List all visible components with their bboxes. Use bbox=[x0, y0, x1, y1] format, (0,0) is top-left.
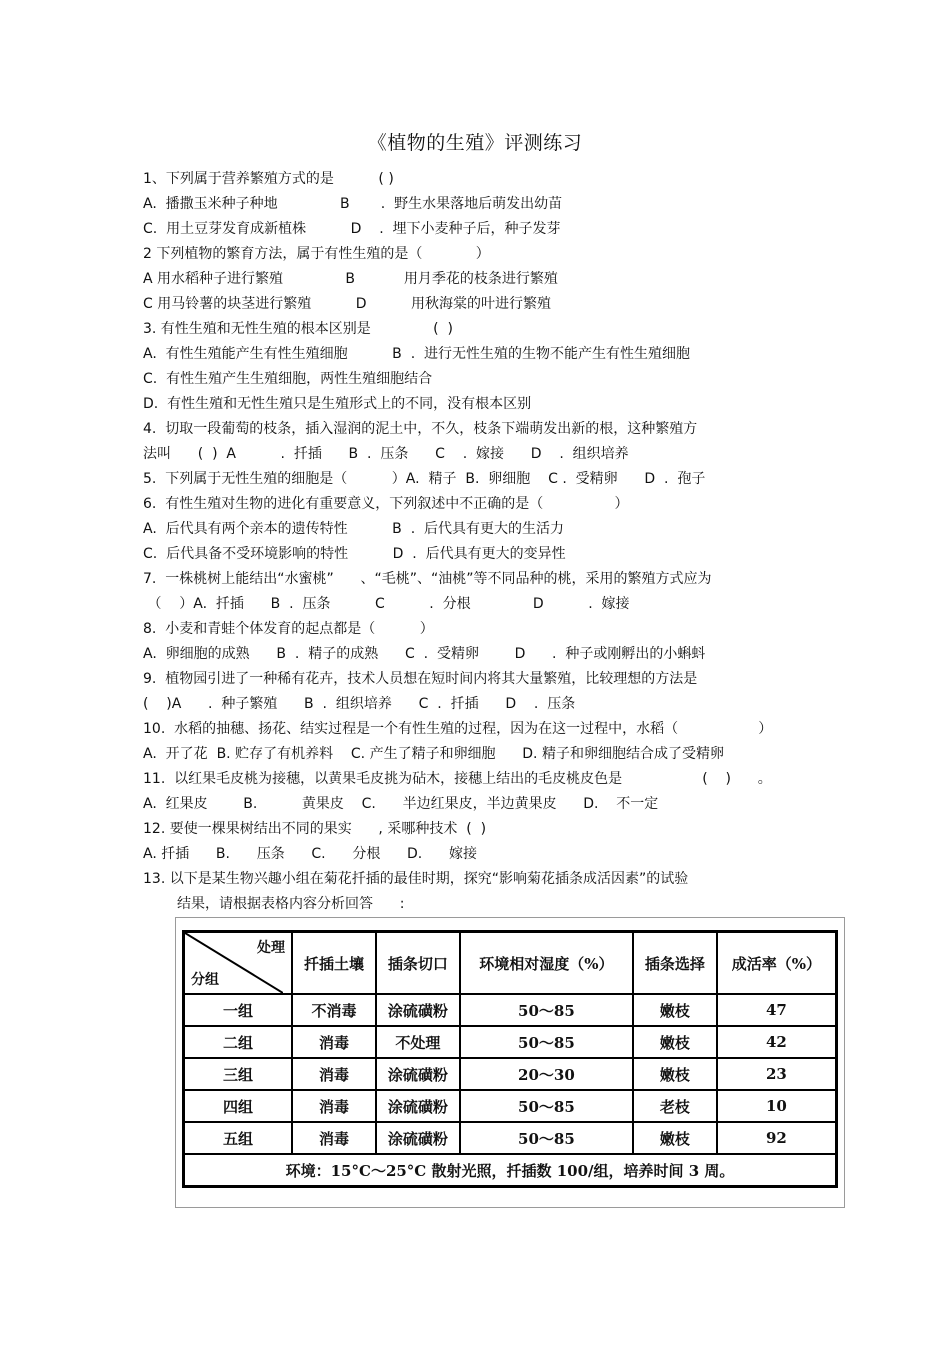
question-line: 结果，请根据表格内容分析回答 : bbox=[177, 896, 405, 912]
table-cell: 50～85 bbox=[460, 994, 633, 1026]
question-line: C 用马铃薯的块茎进行繁殖 D 用秋海棠的叶进行繁殖 bbox=[143, 296, 552, 312]
question-line: 10. 水稻的抽穗、扬花、结实过程是一个有性生殖的过程，因为在这一过程中，水稻（ ） bbox=[143, 721, 773, 737]
table-cell: 50～85 bbox=[460, 1090, 633, 1122]
table-cell: 四组 bbox=[184, 1090, 293, 1122]
table-header-row bbox=[184, 932, 837, 995]
corner-label-group: 分组 bbox=[191, 972, 219, 988]
question-line: A 用水稻种子进行繁殖 B 用月季花的枝条进行繁殖 bbox=[143, 271, 558, 287]
table-cell: 三组 bbox=[184, 1058, 293, 1090]
question-line: C. 后代具备不受环境影响的特性 D . 后代具有更大的变异性 bbox=[143, 546, 566, 562]
table-cell: 消毒 bbox=[292, 1090, 376, 1122]
table-cell: 47 bbox=[717, 994, 837, 1026]
table-header-cell: 成活率（%） bbox=[717, 932, 837, 995]
question-line: A. 后代具有两个亲本的遗传特性 B . 后代具有更大的生活力 bbox=[143, 521, 565, 537]
question-line: 1、下列属于营养繁殖方式的是 ( ) bbox=[143, 171, 394, 187]
table-cell: 消毒 bbox=[292, 1122, 376, 1154]
table-note: 环境：15°C～25°C 散射光照，扦插数 100/组，培养时间 3 周。 bbox=[184, 1154, 837, 1187]
table-cell: 50～85 bbox=[460, 1026, 633, 1058]
table-cell: 92 bbox=[717, 1122, 837, 1154]
table-header-cell: 插条选择 bbox=[633, 932, 717, 995]
table-cell: 嫩枝 bbox=[633, 1026, 717, 1058]
table-cell: 不消毒 bbox=[292, 994, 376, 1026]
question-line: 8. 小麦和青蛙个体发育的起点都是（ ） bbox=[143, 621, 434, 637]
table-cell: 二组 bbox=[184, 1026, 293, 1058]
experiment-table bbox=[182, 930, 838, 1188]
question-line: A. 扦插 B. 压条 C. 分根 D. 嫁接 bbox=[143, 846, 477, 862]
question-line: A. 卵细胞的成熟 B . 精子的成熟 C . 受精卵 D . 种子或刚孵出的小蝌蚪 bbox=[143, 646, 706, 662]
table-row bbox=[184, 1058, 837, 1090]
table-row bbox=[184, 994, 837, 1026]
question-line: C. 有性生殖产生生殖细胞，两性生殖细胞结合 bbox=[143, 371, 433, 387]
table-cell: 涂硫磺粉 bbox=[376, 994, 460, 1026]
question-line: （ ）A. 扦插 B . 压条 C . 分根 D . 嫁接 bbox=[143, 596, 630, 612]
table-cell: 42 bbox=[717, 1026, 837, 1058]
question-line: ( )A . 种子繁殖 B . 组织培养 C . 扦插 D . 压条 bbox=[143, 696, 576, 712]
question-line: 6. 有性生殖对生物的进化有重要意义，下列叙述中不正确的是（ ） bbox=[143, 496, 629, 512]
question-line: 法叫 ( ) A . 扦插 B . 压条 C . 嫁接 D . 组织培养 bbox=[143, 446, 629, 462]
question-line: 11. 以红果毛皮桃为接穗，以黄果毛皮挑为砧木，接穗上结出的毛皮桃皮色是 ( ) 。 bbox=[143, 771, 772, 787]
question-line: 3. 有性生殖和无性生殖的根本区别是 ( ) bbox=[143, 321, 453, 337]
corner-label-treatment: 处理 bbox=[257, 940, 285, 956]
question-list bbox=[143, 167, 843, 917]
page-title: 《植物的生殖》评测练习 bbox=[367, 132, 583, 154]
question-line: 4. 切取一段葡萄的枝条，插入湿润的泥土中，不久，枝条下端萌发出新的根，这种繁殖方 bbox=[143, 421, 698, 437]
table-row bbox=[184, 1122, 837, 1154]
question-line: 13. 以下是某生物兴趣小组在菊花扦插的最佳时期，探究“影响菊花插条成活因素”的试验 bbox=[143, 871, 689, 887]
table-cell: 消毒 bbox=[292, 1026, 376, 1058]
question-line: A. 开了花 B. 贮存了有机养料 C. 产生了精子和卵细胞 D. 精子和卵细胞结合成了受精卵 bbox=[143, 746, 724, 762]
question-line: 12. 要使一棵果树结出不同的果实 , 采哪种技术 ( ) bbox=[143, 821, 487, 837]
table-cell: 老枝 bbox=[633, 1090, 717, 1122]
table-cell: 一组 bbox=[184, 994, 293, 1026]
table-header-cell: 插条切口 bbox=[376, 932, 460, 995]
question-line: A. 有性生殖能产生有性生殖细胞 B . 进行无性生殖的生物不能产生有性生殖细胞 bbox=[143, 346, 691, 362]
table-cell: 23 bbox=[717, 1058, 837, 1090]
table-header-cell: 扦插土壤 bbox=[292, 932, 376, 995]
table-row bbox=[184, 1090, 837, 1122]
table-cell: 10 bbox=[717, 1090, 837, 1122]
question-line: A. 播撒玉米种子种地 B . 野生水果落地后萌发出幼苗 bbox=[143, 196, 563, 212]
table-cell: 涂硫磺粉 bbox=[376, 1090, 460, 1122]
table-cell: 嫩枝 bbox=[633, 1058, 717, 1090]
table-cell: 涂硫磺粉 bbox=[376, 1058, 460, 1090]
question-line: 2 下列植物的繁育方法，属于有性生殖的是（ ） bbox=[143, 246, 490, 262]
table-row bbox=[184, 1026, 837, 1058]
question-line: C. 用土豆芽发育成新植株 D . 埋下小麦种子后，种子发芽 bbox=[143, 221, 561, 237]
table-cell: 涂硫磺粉 bbox=[376, 1122, 460, 1154]
table-header-cell: 环境相对湿度（%） bbox=[460, 932, 633, 995]
question-line: D. 有性生殖和无性生殖只是生殖形式上的不同，没有根本区别 bbox=[143, 396, 532, 412]
table-cell: 50～85 bbox=[460, 1122, 633, 1154]
question-line: 9. 植物园引进了一种稀有花卉，技术人员想在短时间内将其大量繁殖，比较理想的方法是 bbox=[143, 671, 698, 687]
table-cell: 五组 bbox=[184, 1122, 293, 1154]
question-line: A. 红果皮 B. 黄果皮 C. 半边红果皮，半边黄果皮 D. 不一定 bbox=[143, 796, 659, 812]
table-cell: 嫩枝 bbox=[633, 994, 717, 1026]
table-cell: 不处理 bbox=[376, 1026, 460, 1058]
table-note-row bbox=[184, 1154, 837, 1187]
table-cell: 消毒 bbox=[292, 1058, 376, 1090]
question-line: 5. 下列属于无性生殖的细胞是（ ）A. 精子 B. 卵细胞 C . 受精卵 D . 孢子 bbox=[143, 471, 706, 487]
experiment-table-image bbox=[175, 917, 845, 1208]
table-cell: 20～30 bbox=[460, 1058, 633, 1090]
table-cell: 嫩枝 bbox=[633, 1122, 717, 1154]
table-corner-cell bbox=[184, 932, 293, 995]
question-line: 7. 一株桃树上能结出“水蜜桃” 、“毛桃”、“油桃”等不同品种的桃，采用的繁殖方式应为 bbox=[143, 571, 712, 587]
